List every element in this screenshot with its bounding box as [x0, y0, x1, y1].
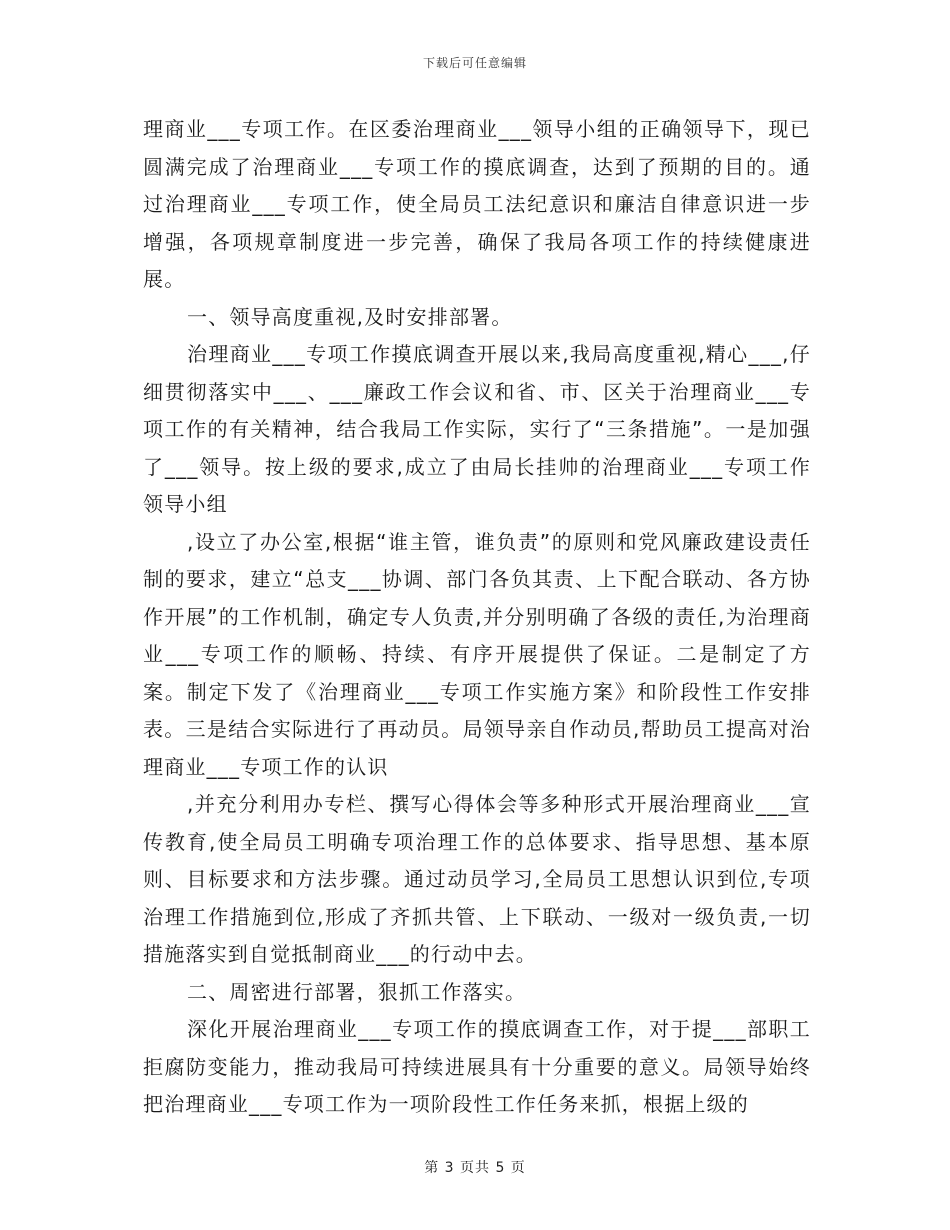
paragraph-deployment: 深化开展治理商业___专项工作的摸底调查工作，对于提___部职工拒腐防变能力，推动我局可持续进展具有十分重要的意义。局领导始终把治理商业___专项工作为一项阶段性工作任务来抓，根据上级的 — [143, 1017, 811, 1116]
section-heading-1: 一、领导高度重视,及时安排部署。 — [187, 304, 513, 329]
document-body — [143, 111, 811, 1124]
paragraph-office: ,设立了办公室,根据“谁主管，谁负责”的原则和党风廉政建设责任制的要求，建立“总支___协调、部门各负其责、上下配合联动、各方协作开展”的工作机制，确定专人负责,并分别明确了各级的责任,为治理商业___专项工作的顺畅、持续、有序开展提供了保证。二是制定了方案。制定下发了《治理商业___专项工作实施方案》和阶段性工作安排表。三是结合实际进行了再动员。局领导亲自作动员,帮助员工提高对治理商业___专项工作的认识 — [143, 529, 811, 779]
paragraph-education: ,并充分利用办专栏、撰写心得体会等多种形式开展治理商业___宣传教育,使全局员工明确专项治理工作的总体要求、指导思想、基本原则、目标要求和方法步骤。通过动员学习,全局员工思想认识到位,专项治理工作措施到位,形成了齐抓共管、上下联动、一级对一级负责,一切措施落实到自觉抵制商业___的行动中去。 — [143, 792, 811, 966]
section-heading-2: 二、周密进行部署，狠抓工作落实。 — [187, 979, 527, 1004]
paragraph-continuation: 理商业___专项工作。在区委治理商业___领导小组的正确领导下，现已圆满完成了治理商业___专项工作的摸底调查，达到了预期的目的。通过治理商业___专项工作，使全局员工法纪意识和廉洁自律意识进一步增强，各项规章制度进一步完善，确保了我局各项工作的持续健康进展。 — [143, 117, 811, 291]
page-header-note: 下载后可任意编辑 — [422, 56, 527, 70]
paragraph-measures: 治理商业___专项工作摸底调查开展以来,我局高度重视,精心___,仔细贯彻落实中___、___廉政工作会议和省、市、区关于治理商业___专项工作的有关精神，结合我局工作实际，实行了“三条措施”。一是加强了___领导。按上级的要求,成立了由局长挂帅的治理商业___专项工作领导小组 — [143, 342, 811, 516]
page-number: 第 3 页共 5 页 — [424, 1160, 526, 1176]
